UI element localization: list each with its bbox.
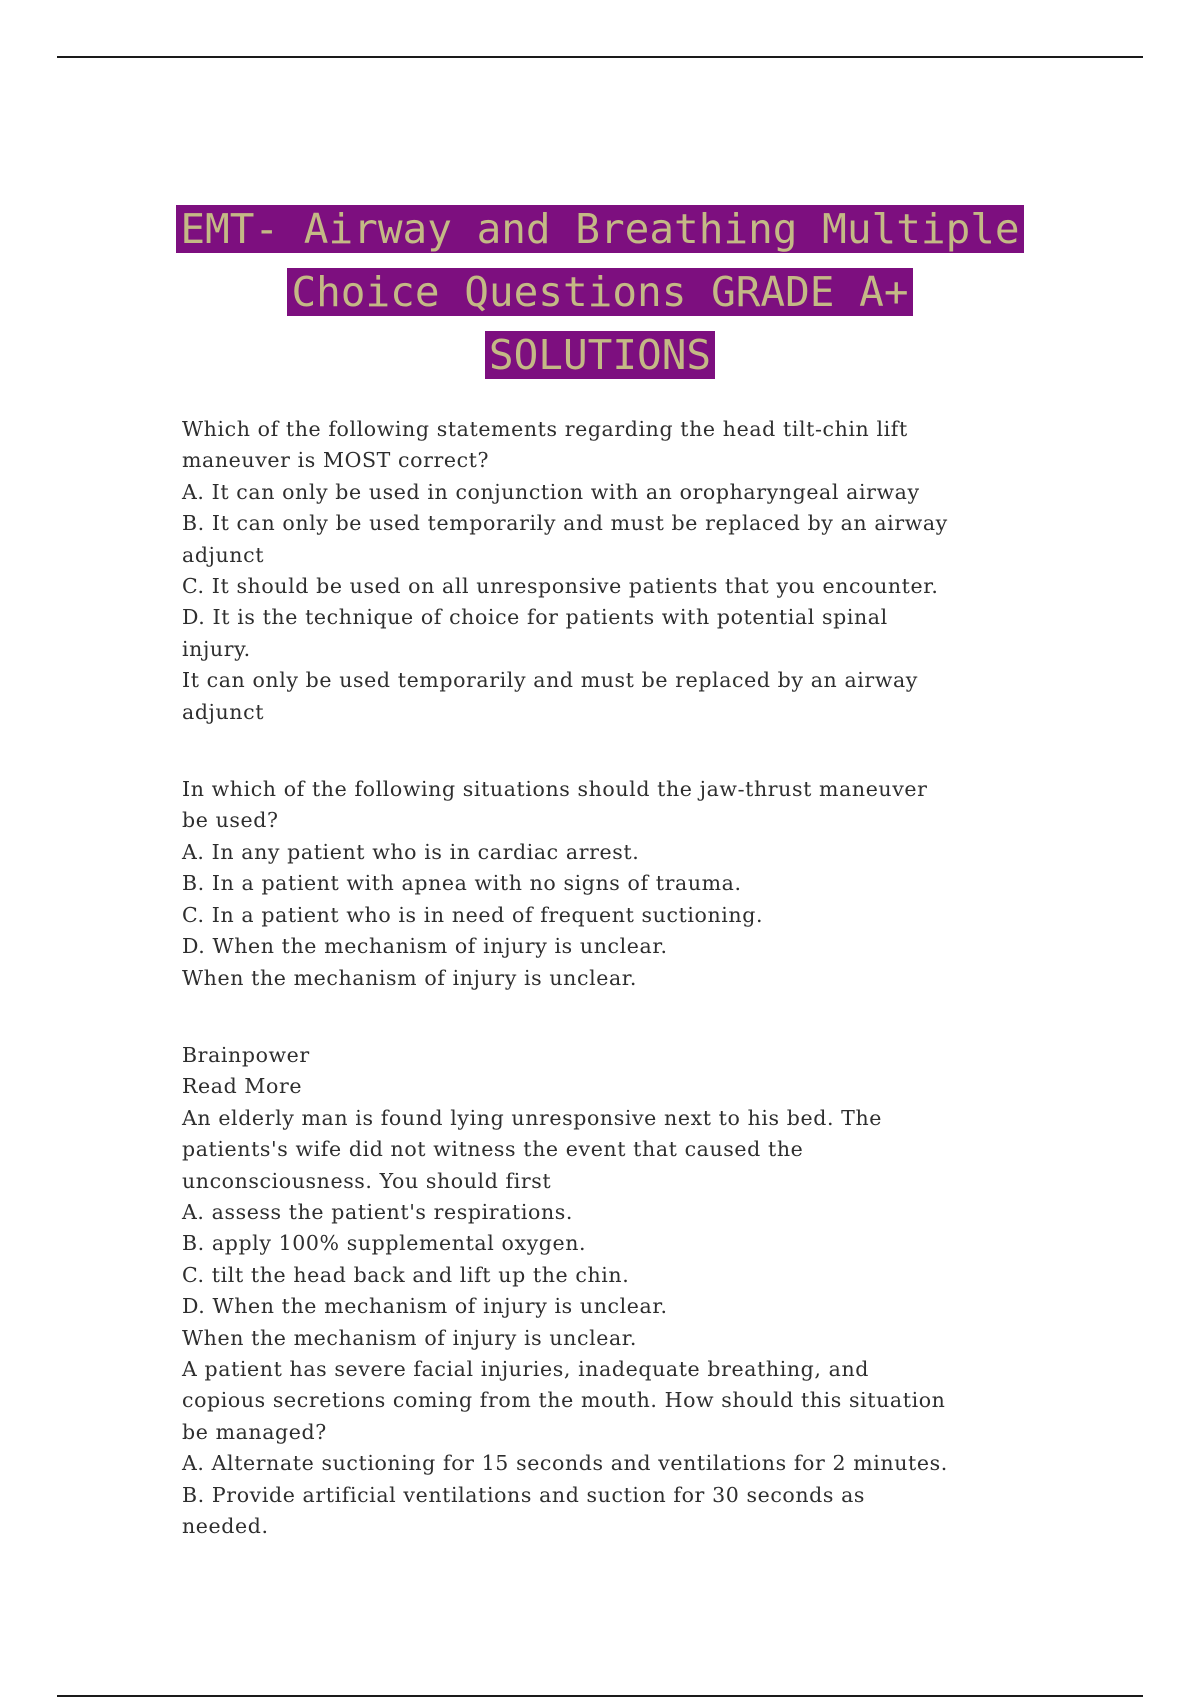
answer-option: needed. [182,1514,269,1538]
question-block-2 [182,774,1042,994]
answer-option: D. It is the technique of choice for patients with potential spinal [182,605,888,630]
answer-option: C. It should be used on all unresponsive patients that you encounter. [182,574,939,599]
question-text: be used? [182,808,279,833]
answer-option: adjunct [182,542,265,567]
title-line: SOLUTIONS [485,331,715,379]
answer-option: injury. [182,636,251,661]
footer-rule [57,1695,1143,1697]
correct-answer: adjunct [182,699,265,724]
title-line: EMT- Airway and Breathing Multiple [176,205,1023,253]
answer-option: A. assess the patient's respirations. [182,1199,573,1224]
correct-answer: When the mechanism of injury is unclear. [182,965,638,990]
answer-option: A. In any patient who is in cardiac arrest. [182,839,640,864]
brainpower-label: Brainpower [182,1042,310,1067]
correct-answer: When the mechanism of injury is unclear. [182,1325,638,1350]
answer-option: C. tilt the head back and lift up the chin. [182,1262,630,1287]
answer-option: D. When the mechanism of injury is unclear. [182,1294,668,1319]
document-body [182,414,1042,1542]
answer-option: B. It can only be used temporarily and must be replaced by an airway [182,511,948,536]
read-more-link[interactable]: Read More [182,1074,303,1099]
correct-answer: It can only be used temporarily and must be replaced by an airway [182,668,918,693]
title-line: Choice Questions GRADE A+ [287,268,912,316]
header-rule [57,56,1143,58]
question-text: copious secretions coming from the mouth. How should this situation [182,1388,946,1413]
answer-option: B. In a patient with apnea with no signs of trauma. [182,871,742,896]
answer-option: B. Provide artificial ventilations and suction for 30 seconds as [182,1482,866,1507]
question-text: patients's wife did not witness the event that caused the [182,1137,804,1162]
question-text: An elderly man is found lying unresponsive next to his bed. The [182,1105,882,1130]
answer-option: C. In a patient who is in need of frequent suctioning. [182,902,764,927]
question-block-1 [182,414,1042,728]
question-text: A patient has severe facial injuries, inadequate breathing, and [182,1356,869,1381]
answer-option: B. apply 100% supplemental oxygen. [182,1231,587,1256]
answer-option: D. When the mechanism of injury is unclear. [182,934,668,959]
question-text: be managed? [182,1419,327,1444]
question-text: Which of the following statements regarding the head tilt-chin lift [182,417,908,441]
question-text: unconsciousness. You should first [182,1168,552,1193]
document-title [0,198,1200,387]
answer-option: A. Alternate suctioning for 15 seconds and ventilations for 2 minutes. [182,1451,948,1476]
question-block-3 [182,1040,1042,1543]
question-text: maneuver is MOST correct? [182,448,490,473]
answer-option: A. It can only be used in conjunction with an oropharyngeal airway [182,479,920,504]
question-text: In which of the following situations should the jaw-thrust maneuver [182,777,928,802]
